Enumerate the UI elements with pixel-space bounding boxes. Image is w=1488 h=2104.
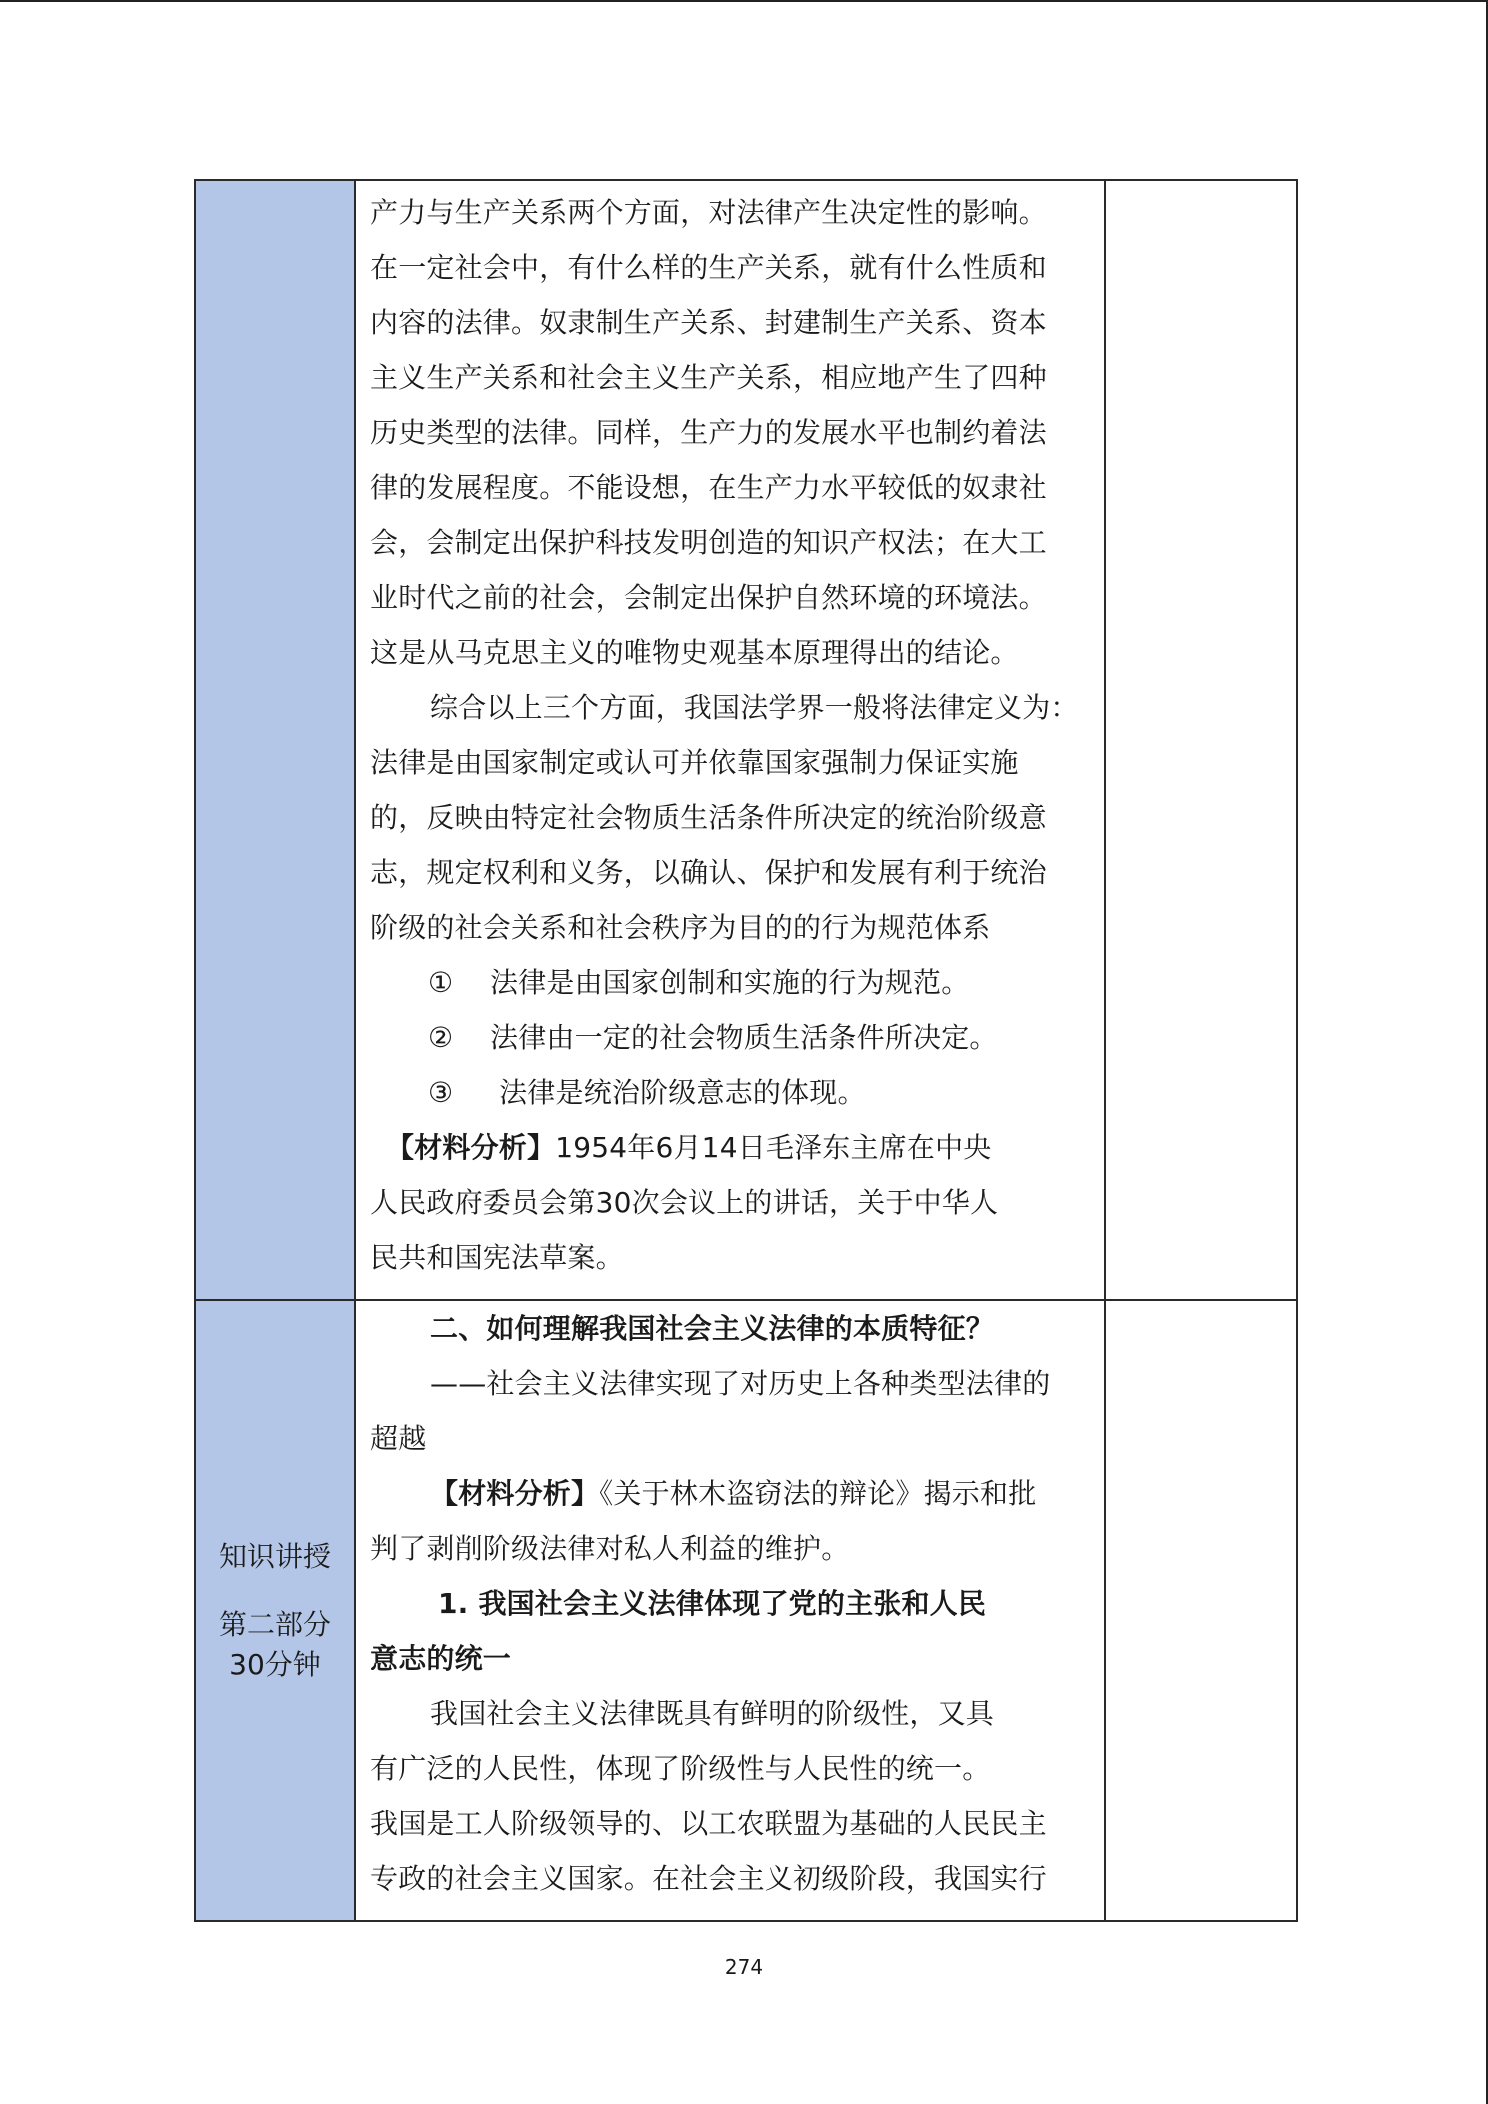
text-line: 在一定社会中，有什么样的生产关系，就有什么性质和 <box>370 251 1047 284</box>
body-line: 有广泛的人民性，体现了阶级性与人民性的统一。 <box>370 1752 991 1785</box>
material-analysis-label: 【材料分析】 <box>386 1131 556 1164</box>
list-number: ② <box>428 1021 454 1054</box>
list-item <box>370 1065 1090 1120</box>
list-text: 法律是统治阶级意志的体现。 <box>490 1076 866 1109</box>
list-item <box>370 955 1090 1010</box>
subtitle-line: 超越 <box>370 1422 427 1455</box>
definition-line: 志，规定权利和义务，以确认、保护和发展有利于统治 <box>370 856 1047 889</box>
section-duration-label: 30分钟 <box>229 1647 321 1681</box>
material-analysis-line: 民共和国宪法草案。 <box>370 1241 624 1274</box>
body-line: 我国是工人阶级领导的、以工农联盟为基础的人民民主 <box>370 1807 1047 1840</box>
point-heading: 意志的统一 <box>370 1642 512 1675</box>
section-label: 知识讲授 <box>218 1539 331 1573</box>
list-number: ③ <box>428 1076 454 1109</box>
body-line: 专政的社会主义国家。在社会主义初级阶段，我国实行 <box>370 1862 1047 1895</box>
list-number: ① <box>428 966 454 999</box>
definition-line: 法律是由国家制定或认可并依靠国家强制力保证实施 <box>370 746 1019 779</box>
material-analysis-line: 判了剥削阶级法律对私人利益的维护。 <box>370 1532 850 1565</box>
list-text: 法律由一定的社会物质生活条件所决定。 <box>490 1021 998 1054</box>
definition-line: 阶级的社会关系和社会秩序为目的的行为规范体系 <box>370 911 991 944</box>
section-heading: 二、如何理解我国社会主义法律的本质特征？ <box>430 1312 995 1345</box>
text-line: 历史类型的法律。同样，生产力的发展水平也制约着法 <box>370 416 1047 449</box>
table-row <box>195 180 1297 1300</box>
text-line: 主义生产关系和社会主义生产关系，相应地产生了四种 <box>370 361 1047 394</box>
page-number: 274 <box>724 1955 764 1979</box>
definition-line: 的，反映由特定社会物质生活条件所决定的统治阶级意 <box>370 801 1047 834</box>
text-line: 内容的法律。奴隶制生产关系、封建制生产关系、资本 <box>370 306 1047 339</box>
text-line: 产力与生产关系两个方面，对法律产生决定性的影响。 <box>370 196 1047 229</box>
material-analysis-line <box>370 1120 1090 1175</box>
notes-cell <box>1105 180 1297 1300</box>
material-analysis-text: 《关于林木盗窃法的辩论》揭示和批 <box>599 1477 1037 1510</box>
material-analysis-label: 【材料分析】 <box>430 1477 600 1510</box>
material-analysis-text: 1954年6月14日毛泽东主席在中央 <box>555 1131 992 1164</box>
text-line: 会，会制定出保护科技发明创造的知识产权法；在大工 <box>370 526 1047 559</box>
list-text: 法律是由国家创制和实施的行为规范。 <box>490 966 970 999</box>
subtitle-line: ——社会主义法律实现了对历史上各种类型法律的 <box>430 1367 1051 1400</box>
definition-line: 综合以上三个方面，我国法学界一般将法律定义为： <box>430 691 1079 724</box>
section-label-cell <box>195 1300 355 1921</box>
material-analysis-line: 人民政府委员会第30次会议上的讲话，关于中华人 <box>370 1186 999 1219</box>
text-line: 这是从马克思主义的唯物史观基本原理得出的结论。 <box>370 636 1019 669</box>
section-label-cell <box>195 180 355 1300</box>
text-line: 业时代之前的社会，会制定出保护自然环境的环境法。 <box>370 581 1047 614</box>
text-line: 律的发展程度。不能设想，在生产力水平较低的奴隶社 <box>370 471 1047 504</box>
lesson-plan-table <box>194 179 1298 1922</box>
list-item <box>370 1010 1090 1065</box>
body-line: 我国社会主义法律既具有鲜明的阶级性，又具 <box>430 1697 995 1730</box>
content-cell <box>355 180 1105 1300</box>
material-analysis-line <box>370 1466 1090 1521</box>
section-part-label: 第二部分 <box>218 1607 331 1641</box>
content-cell <box>355 1300 1105 1921</box>
point-heading: 1. 我国社会主义法律体现了党的主张和人民 <box>438 1587 987 1620</box>
page-top-border <box>0 0 1488 2</box>
notes-cell <box>1105 1300 1297 1921</box>
table-row <box>195 1300 1297 1921</box>
